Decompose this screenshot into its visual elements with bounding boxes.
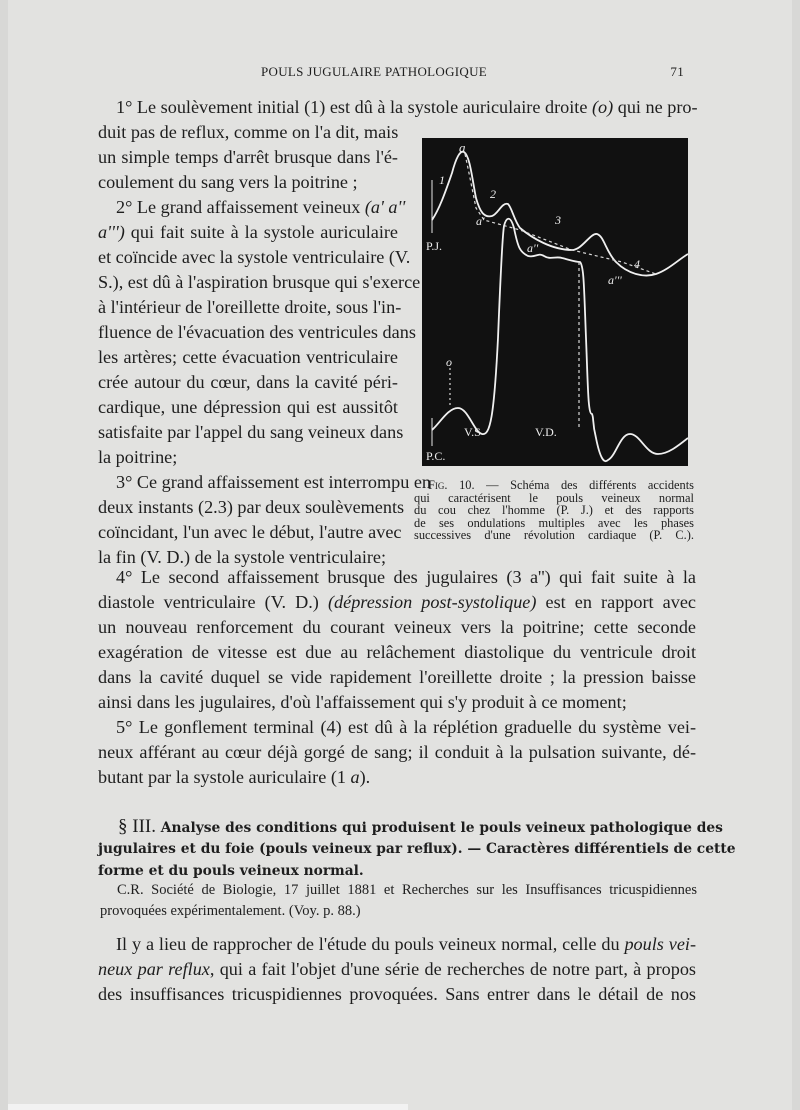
figure-svg	[422, 138, 688, 466]
caption-line: de ses ondulations multiples avec les phases	[414, 515, 694, 530]
page-edge	[8, 1104, 408, 1110]
text-line: diastole ventriculaire (V. D.) (dépression post-systolique) est en rapport avec	[98, 592, 696, 612]
text-line: butant par la systole auriculaire (1 a).	[98, 767, 371, 787]
text-line: un simple temps d'arrêt brusque dans l'é-	[98, 147, 398, 167]
text-line: satisfaite par l'appel du sang veineux dans	[98, 422, 404, 442]
running-title: POULS JUGULAIRE PATHOLOGIQUE	[261, 64, 488, 79]
text-line: 2° Le grand affaissement veineux (a' a''	[116, 197, 406, 217]
text-line: ainsi dans les jugulaires, d'où l'affaissement qui s'y produit à ce moment;	[98, 692, 627, 712]
section-heading-line: forme et du pouls veineux normal.	[98, 863, 364, 879]
text-line: cardique, une dépression qui est aussitôt	[98, 397, 398, 417]
section-heading: § III. Analyse des conditions qui produisent le pouls veineux pathologique des	[118, 816, 723, 837]
text-line: duit pas de reflux, comme on l'a dit, mais	[98, 122, 399, 142]
figure-number: Fig. 10.	[428, 478, 475, 492]
label-o: o	[446, 355, 452, 369]
section-heading-line: jugulaires et du foie (pouls veineux par reflux). — Caractères différentiels de cette	[98, 841, 736, 857]
label-a-double-prime: a''	[527, 241, 539, 255]
text-line: coïncidant, l'un avec le début, l'autre avec	[98, 522, 402, 542]
text-line: neux afférant au cœur déjà gorgé de sang; il conduit à la pulsation suivante, dé-	[98, 742, 696, 762]
figure-caption	[414, 479, 694, 542]
reference-line: provoquées expérimentalement. (Voy. p. 88.)	[100, 903, 361, 919]
text-line: coulement du sang vers la poitrine ;	[98, 172, 358, 192]
caption-line: successives d'une révolution cardiaque (P. C.).	[414, 528, 694, 542]
label-2: 2	[490, 187, 496, 201]
page-number: 71	[670, 64, 684, 79]
text-line: a''') qui fait suite à la systole auriculaire	[98, 222, 398, 242]
text-line: les artères; cette évacuation ventriculaire	[98, 347, 398, 367]
text-line: la fin (V. D.) de la systole ventriculaire;	[98, 547, 387, 567]
section-mark: § III.	[118, 816, 156, 837]
label-vs: V.S	[464, 425, 481, 439]
text-line: crée autour du cœur, dans la cavité péri-	[98, 372, 398, 392]
label-a-triple-prime: a'''	[608, 273, 622, 287]
text-line: 5° Le gonflement terminal (4) est dû à la réplétion graduelle du système vei-	[116, 717, 696, 737]
text-line: S.), est dû à l'aspiration brusque qui s'exerce	[98, 272, 421, 292]
running-head	[98, 62, 698, 82]
text-line: la poitrine;	[98, 447, 178, 467]
caption-line: Fig. 10. — Schéma des différents accidents	[428, 478, 695, 492]
text-line: 4° Le second affaissement brusque des jugulaires (3 a'') qui fait suite à la	[116, 567, 696, 587]
label-vd: V.D.	[535, 425, 557, 439]
text-line: 3° Ce grand affaissement est interrompu en	[116, 472, 432, 492]
text-line: deux instants (2.3) par deux soulèvements	[98, 497, 405, 517]
label-3: 3	[555, 213, 561, 227]
text-line: à l'intérieur de l'oreillette droite, sous l'in-	[98, 297, 402, 317]
reference-line: C.R. Société de Biologie, 17 juillet 1881 et Recherches sur les Insuffisances tricuspidiennes	[117, 882, 697, 898]
text-line: et coïncide avec la systole ventriculaire (V.	[98, 247, 411, 267]
text-line: Il y a lieu de rapprocher de l'étude du pouls veineux normal, celle du pouls vei-	[116, 934, 697, 954]
label-a-prime: a'	[476, 214, 485, 228]
text-line: fluence de l'évacuation des ventricules dans	[98, 322, 416, 342]
text-line: exagération de vitesse est due au relâchement diastolique du ventricule droit	[98, 642, 696, 662]
label-pj: P.J.	[426, 239, 443, 253]
label-pc: P.C.	[426, 449, 446, 463]
figure-10-venous-pulse-diagram	[422, 138, 688, 466]
caption-line: qui caractérisent le pouls veineux normal	[414, 490, 694, 505]
text-line: un nouveau renforcement du courant veineux vers la poitrine; cette seconde	[98, 617, 696, 637]
caption-line: du cou chez l'homme (P. J.) et des rapports	[414, 503, 694, 517]
label-4: 4	[634, 257, 640, 271]
text-line: 1° Le soulèvement initial (1) est dû à la systole auriculaire droite (o) qui ne pro-	[116, 97, 698, 117]
label-a: a	[459, 140, 466, 155]
text-line: des insuffisances tricuspidiennes provoquées. Sans entrer dans le détail de nos	[98, 984, 696, 1004]
label-1: 1	[439, 173, 445, 187]
text-line: neux par reflux, qui a fait l'objet d'une série de recherches de notre part, à propos	[98, 959, 696, 979]
text-line: dans la cavité duquel se vide rapidement l'oreillette droite ; la pression baisse	[98, 667, 696, 687]
